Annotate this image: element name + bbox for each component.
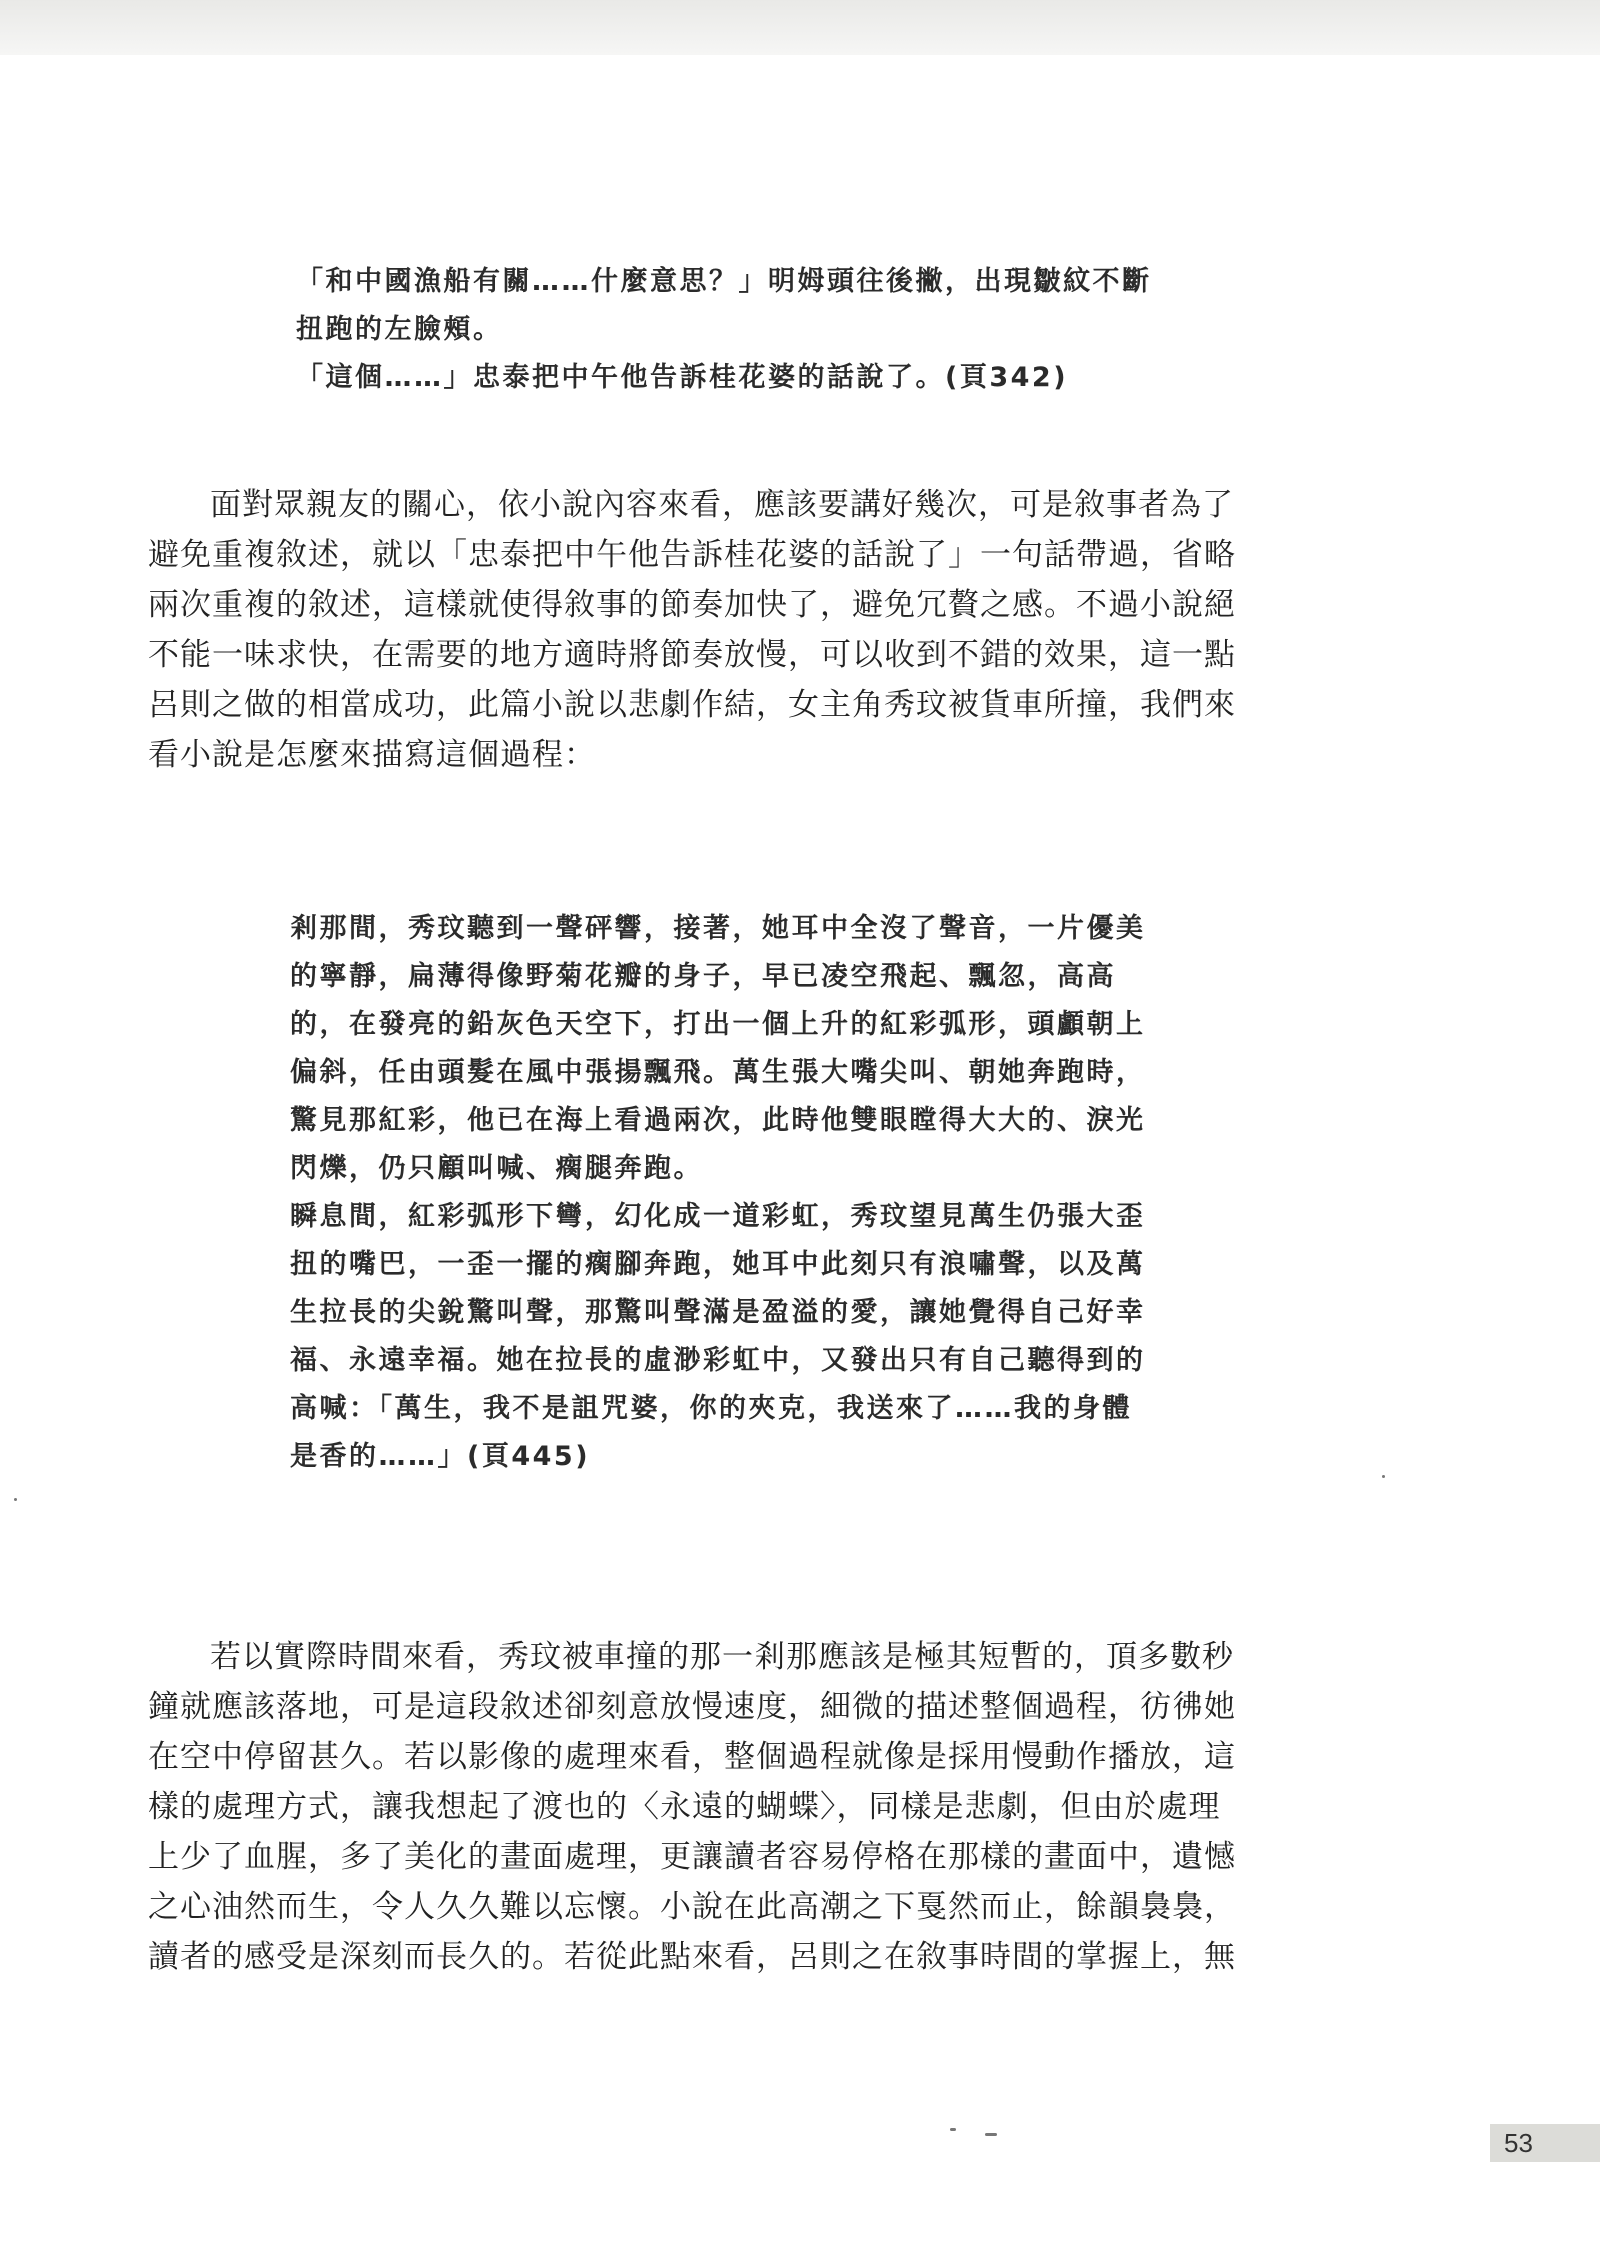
body-paragraph-1 bbox=[148, 480, 1338, 780]
quote-line: 「和中國漁船有關……什麼意思？」明姆頭往後撇，出現皺紋不斷 bbox=[296, 266, 1152, 297]
paragraph-line: 上少了血腥，多了美化的畫面處理，更讓讀者容易停格在那樣的畫面中，遺憾 bbox=[148, 1839, 1236, 1875]
quote-line: 的寧靜，扁薄得像野菊花瓣的身子，早已凌空飛起、飄忽，高高 bbox=[290, 961, 1116, 992]
block-quote-1 bbox=[296, 258, 1341, 402]
quote-line: 高喊：「萬生，我不是詛咒婆，你的夾克，我送來了……我的身體 bbox=[290, 1393, 1132, 1424]
scan-speck bbox=[985, 2133, 997, 2136]
body-paragraph-2 bbox=[148, 1632, 1338, 1982]
quote-line: 扭跑的左臉頰。 bbox=[296, 314, 503, 345]
paragraph-line: 不能一味求快，在需要的地方適時將節奏放慢，可以收到不錯的效果，這一點 bbox=[148, 637, 1236, 673]
quote-line: 偏斜，任由頭髮在風中張揚飄飛。萬生張大嘴尖叫、朝她奔跑時， bbox=[290, 1057, 1146, 1088]
scan-speck bbox=[950, 2128, 956, 2131]
quote-line: 的，在發亮的鉛灰色天空下，打出一個上升的紅彩弧形，頭顱朝上 bbox=[290, 1009, 1146, 1040]
paragraph-line: 在空中停留甚久。若以影像的處理來看，整個過程就像是採用慢動作播放，這 bbox=[148, 1739, 1236, 1775]
paragraph-line: 樣的處理方式，讓我想起了渡也的〈永遠的蝴蝶〉，同樣是悲劇，但由於處理 bbox=[148, 1789, 1221, 1825]
paragraph-line: 兩次重複的敘述，這樣就使得敘事的節奏加快了，避免冗贅之感。不過小說絕 bbox=[148, 587, 1236, 623]
paragraph-line: 避免重複敘述，就以「忠泰把中午他告訴桂花婆的話說了」一句話帶過，省略 bbox=[148, 537, 1236, 573]
paragraph-line: 鐘就應該落地，可是這段敘述卻刻意放慢速度，細微的描述整個過程，彷彿她 bbox=[148, 1689, 1236, 1725]
paragraph-line: 面對眾親友的關心，依小說內容來看，應該要講好幾次，可是敘事者為了 bbox=[210, 487, 1234, 523]
scan-speck bbox=[1382, 1475, 1385, 1478]
quote-line: 閃爍，仍只顧叫喊、瘸腿奔跑。 bbox=[290, 1153, 703, 1184]
page-number: 53 bbox=[1490, 2124, 1600, 2162]
quote-line: 是香的……」(頁445) bbox=[290, 1441, 591, 1472]
quote-line: 「這個……」忠泰把中午他告訴桂花婆的話說了。(頁342) bbox=[296, 362, 1069, 393]
scan-speck bbox=[14, 1498, 17, 1501]
paragraph-line: 讀者的感受是深刻而長久的。若從此點來看，呂則之在敘事時間的掌握上，無 bbox=[148, 1939, 1236, 1975]
quote-line: 福、永遠幸福。她在拉長的虛渺彩虹中，又發出只有自己聽得到的 bbox=[290, 1345, 1146, 1376]
paragraph-line: 之心油然而生，令人久久難以忘懷。小說在此高潮之下戛然而止，餘韻裊裊， bbox=[148, 1889, 1236, 1925]
quote-line: 扭的嘴巴，一歪一擺的瘸腳奔跑，她耳中此刻只有浪嘯聲，以及萬 bbox=[290, 1249, 1146, 1280]
quote-line: 驚見那紅彩，他已在海上看過兩次，此時他雙眼瞠得大大的、淚光 bbox=[290, 1105, 1146, 1136]
quote-line: 生拉長的尖銳驚叫聲，那驚叫聲滿是盈溢的愛，讓她覺得自己好幸 bbox=[290, 1297, 1146, 1328]
block-quote-2 bbox=[290, 905, 1340, 1481]
quote-line: 瞬息間，紅彩弧形下彎，幻化成一道彩虹，秀玟望見萬生仍張大歪 bbox=[290, 1201, 1146, 1232]
quote-line: 剎那間，秀玟聽到一聲砰響，接著，她耳中全沒了聲音，一片優美 bbox=[290, 913, 1146, 944]
paragraph-line: 看小說是怎麼來描寫這個過程： bbox=[148, 737, 596, 773]
paragraph-line: 呂則之做的相當成功，此篇小說以悲劇作結，女主角秀玟被貨車所撞，我們來 bbox=[148, 687, 1236, 723]
paragraph-line: 若以實際時間來看，秀玟被車撞的那一剎那應該是極其短暫的，頂多數秒 bbox=[210, 1639, 1234, 1675]
